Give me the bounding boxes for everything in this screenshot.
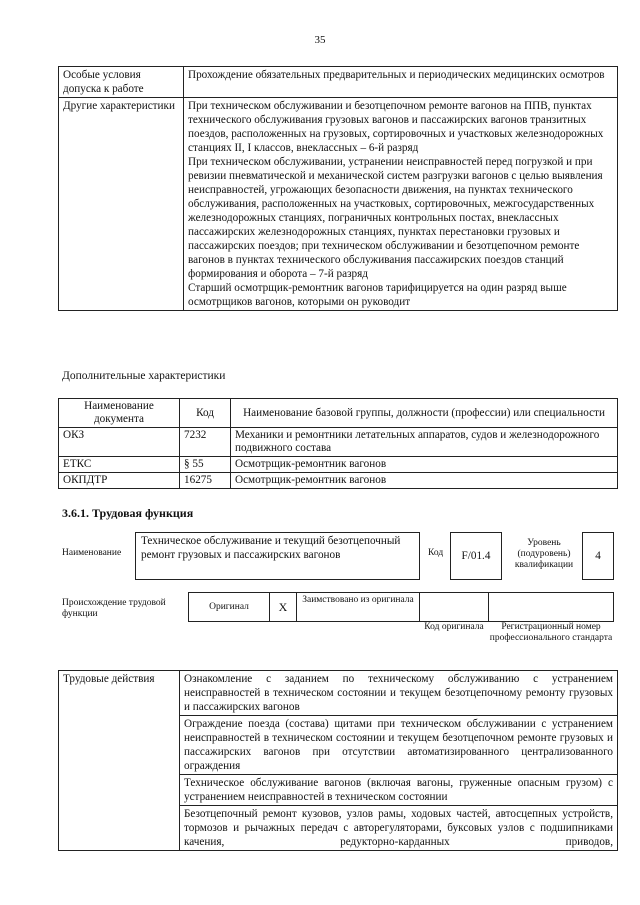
- page-number: 35: [314, 34, 326, 46]
- reg-number-box: [488, 592, 614, 622]
- labor-actions-table: [58, 670, 618, 851]
- name-label: Наименование: [62, 548, 122, 558]
- table-row: [59, 428, 618, 457]
- table-row: [59, 457, 618, 473]
- table-cell: Осмотрщик-ремонтник вагонов: [231, 457, 618, 473]
- actions-label: Трудовые действия: [59, 671, 180, 851]
- labor-action: Техническое обслуживание вагонов (включая вагоны, груженные опасным грузом) с устранением неисправностей в техническом состоянии: [180, 775, 618, 806]
- column-header: Наименование документа: [59, 399, 180, 428]
- table-row: [59, 473, 618, 489]
- borrowed-cell: Заимствовано из оригинала: [296, 592, 420, 622]
- function-name: Техническое обслуживание и текущий безотцепочный ремонт грузовых и пассажирских вагонов: [135, 532, 420, 580]
- additional-heading: Дополнительные характеристики: [62, 370, 226, 382]
- table-cell: 7232: [180, 428, 231, 457]
- table-header-row: [59, 399, 618, 428]
- labor-action: Безотцепочный ремонт кузовов, узлов рамы, ходовых частей, автосцепных устройств, тормозов и рычажных передач с авторегуляторами, буксовых узлов с подшипниками качения, редукторно-карданных приводов,: [180, 806, 618, 851]
- origin-label: Происхождение трудовой функции: [62, 598, 166, 619]
- labor-action: Ограждение поезда (состава) щитами при техническом обслуживании с устранением неисправностей в техническом состоянии и текущем безотцепочном ремонте грузовых и пассажирских вагонов при отсутствии автоматизированного централизованного ограждения: [180, 716, 618, 775]
- table-cell: ОКЗ: [59, 428, 180, 457]
- table-row: [59, 67, 618, 98]
- qualification-level: 4: [582, 532, 614, 580]
- column-header: Наименование базовой группы, должности (профессии) или специальности: [231, 399, 618, 428]
- table-cell: Механики и ремонтники летательных аппаратов, судов и железнодорожного подвижного состава: [231, 428, 618, 457]
- paragraph: При техническом обслуживании и безотцепочном ремонте вагонов на ППВ, пунктах технического обслуживания грузовых вагонов и пассажирских вагонов транзитных поездов, расположенных на грузовых, сортировочных и участковых железнодорожных станциях II, I классов, внеклассных – 6-й разряд: [188, 100, 604, 154]
- reg-number-label: Регистрационный номер профессионального стандарта: [489, 622, 613, 643]
- code-label: Код: [428, 548, 444, 558]
- table-cell: § 55: [180, 457, 231, 473]
- code-original-label: Код оригинала: [424, 622, 484, 632]
- conditions-table: [58, 66, 618, 311]
- labor-action: Ознакомление с заданием по техническому обслуживанию с устранением неисправностей в техническом состоянии и текущем безотцепочному ремонту грузовых и пассажирских вагонов: [180, 671, 618, 716]
- level-label: Уровень (подуровень) квалификации: [514, 538, 574, 570]
- function-code: F/01.4: [450, 532, 502, 580]
- table-row: [59, 671, 618, 716]
- row-label: Особые условия допуска к работе: [59, 67, 184, 98]
- original-cell: Оригинал: [188, 592, 270, 622]
- table-row: [59, 98, 618, 311]
- additional-table: [58, 398, 618, 489]
- paragraph: При техническом обслуживании, устранении неисправностей перед погрузкой и при ревизии пневматической и механической систем разгрузки вагонов с целью выявления неисправностей, угрожающих безопасности движения, на пунктах технического обслуживания, расположенных на участковых, сортировочных, межгосударственных железнодорожных станциях, пограничных контрольных постах, внеклассных пассажирских железнодорожных станциях, пунктах перестановки грузовых и пассажирских поездов; при техническом обслуживании и безотцепочном ремонте вагонов в пунктах технического обслуживания пассажирских поездов станций формирования и оборота – 7-й разряд: [188, 156, 603, 280]
- row-value: [184, 67, 618, 98]
- table-cell: ЕТКС: [59, 457, 180, 473]
- paragraph: Старший осмотрщик-ремонтник вагонов тарифицируется на один разряд выше осмотрщиков вагонов, которыми он руководит: [188, 282, 567, 308]
- row-label: Другие характеристики: [59, 98, 184, 311]
- original-mark: X: [269, 592, 297, 622]
- code-original-box: [419, 592, 489, 622]
- table-cell: Осмотрщик-ремонтник вагонов: [231, 473, 618, 489]
- column-header: Код: [180, 399, 231, 428]
- table-cell: 16275: [180, 473, 231, 489]
- paragraph: Прохождение обязательных предварительных и периодических медицинских осмотров: [188, 69, 605, 81]
- table-cell: ОКПДТР: [59, 473, 180, 489]
- row-value: [184, 98, 618, 311]
- labor-function-heading: 3.6.1. Трудовая функция: [62, 506, 194, 520]
